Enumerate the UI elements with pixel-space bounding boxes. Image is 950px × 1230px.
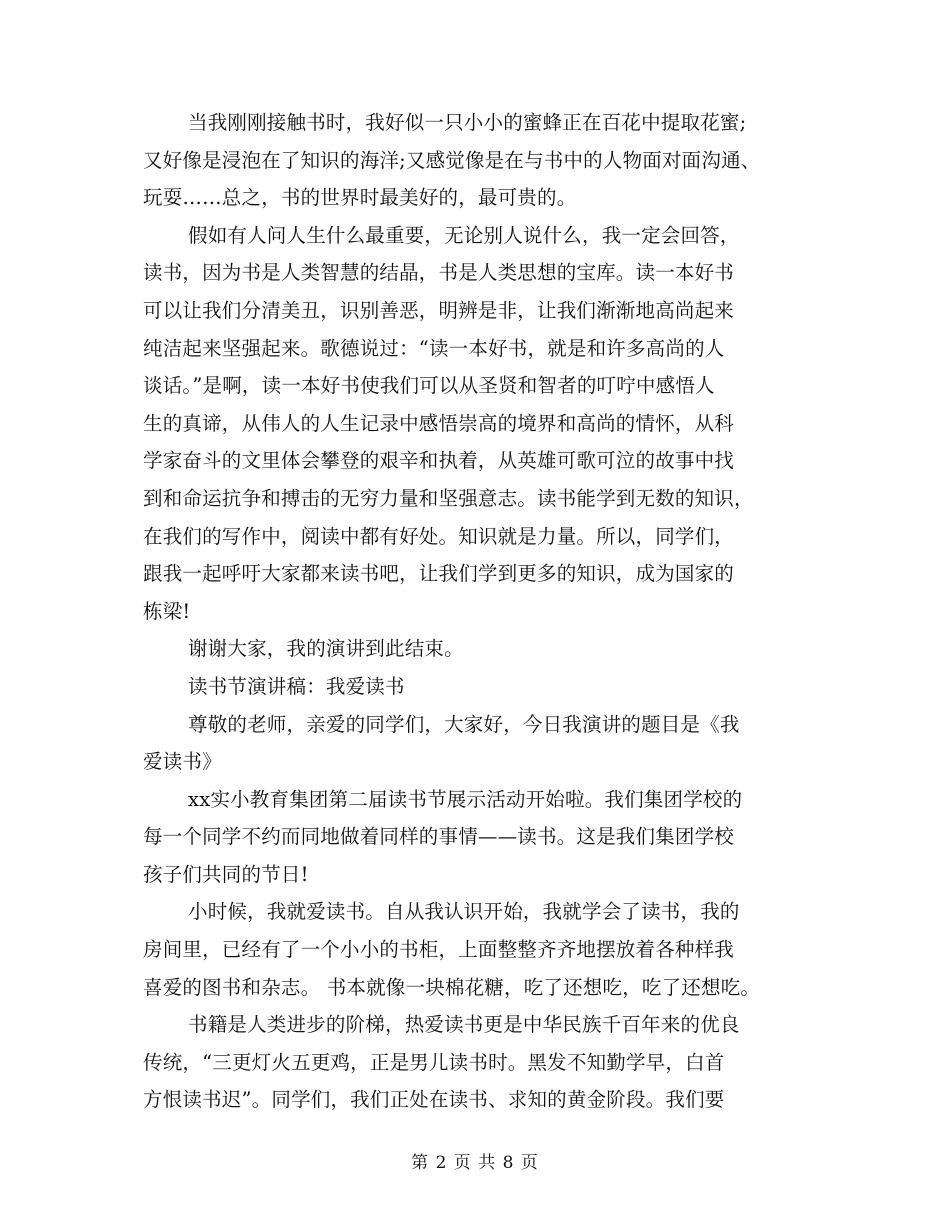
page-number-footer: 第 2 页 共 8 页 xyxy=(411,1153,539,1173)
text-line: 每一个同学不约而同地做着同样的事情——读书。这是我们集团学校 xyxy=(143,825,735,849)
text-line: 孩子们共同的节日! xyxy=(143,862,309,886)
text-line: 传统，“三更灯火五更鸡，正是男儿读书时。黑发不知勤学早，白首 xyxy=(143,1050,725,1074)
text-line: 栋梁! xyxy=(143,599,191,623)
text-line: 谈话。”是啊，读一本好书使我们可以从圣贤和智者的叮咛中感悟人 xyxy=(143,374,715,398)
text-line: 在我们的写作中，阅读中都有好处。知识就是力量。所以，同学们， xyxy=(143,524,735,548)
text-line: 爱读书》 xyxy=(143,750,222,774)
text-line: 生的真谛，从伟人的人生记录中感悟崇高的境界和高尚的情怀，从科 xyxy=(143,411,735,435)
text-line: 纯洁起来坚强起来。歌德说过：“读一本好书，就是和许多高尚的人 xyxy=(143,336,725,360)
text-line: 方恨读书迟”。同学们，我们正处在读书、求知的黄金阶段。我们要 xyxy=(143,1088,725,1112)
text-line: 喜爱的图书和杂志。 书本就像一块棉花糖，吃了还想吃，吃了还想吃。 xyxy=(143,975,761,999)
text-line: 书籍是人类进步的阶梯，热爱读书更是中华民族千百年来的优良 xyxy=(188,1013,740,1037)
section-heading: 读书节演讲稿：我爱读书 xyxy=(188,674,405,698)
text-line: 尊敬的老师，亲爱的同学们，大家好，今日我演讲的题目是《我 xyxy=(188,712,740,736)
text-line: 谢谢大家，我的演讲到此结束。 xyxy=(188,637,464,661)
text-line: 跟我一起呼吁大家都来读书吧，让我们学到更多的知识，成为国家的 xyxy=(143,562,735,586)
text-line: 到和命运抗争和搏击的无穷力量和坚强意志。读书能学到无数的知识， xyxy=(143,486,754,510)
text-line: 小时候，我就爱读书。自从我认识开始，我就学会了读书，我的 xyxy=(188,900,740,924)
text-line: 可以让我们分清美丑，识别善恶，明辨是非，让我们渐渐地高尚起来 xyxy=(143,298,735,322)
text-line: 假如有人问人生什么最重要，无论别人说什么，我一定会回答， xyxy=(188,223,740,247)
text-line: 学家奋斗的文里体会攀登的艰辛和执着，从英雄可歌可泣的故事中找 xyxy=(143,449,735,473)
text-line: 玩耍……总之，书的世界时最美好的，最可贵的。 xyxy=(143,186,577,210)
text-line: 当我刚刚接触书时，我好似一只小小的蜜蜂正在百花中提取花蜜; xyxy=(188,111,747,134)
text-line: xx实小教育集团第二届读书节展示活动开始啦。我们集团学校的 xyxy=(188,787,743,811)
text-line: 又好像是浸泡在了知识的海洋;又感觉像是在与书中的人物面对面沟通、 xyxy=(143,148,761,172)
text-line: 房间里，已经有了一个小小的书柜，上面整整齐齐地摆放着各种样我 xyxy=(143,938,735,962)
document-body xyxy=(143,104,823,1119)
text-line: 读书，因为书是人类智慧的结晶，书是人类思想的宝库。读一本好书 xyxy=(143,261,735,285)
